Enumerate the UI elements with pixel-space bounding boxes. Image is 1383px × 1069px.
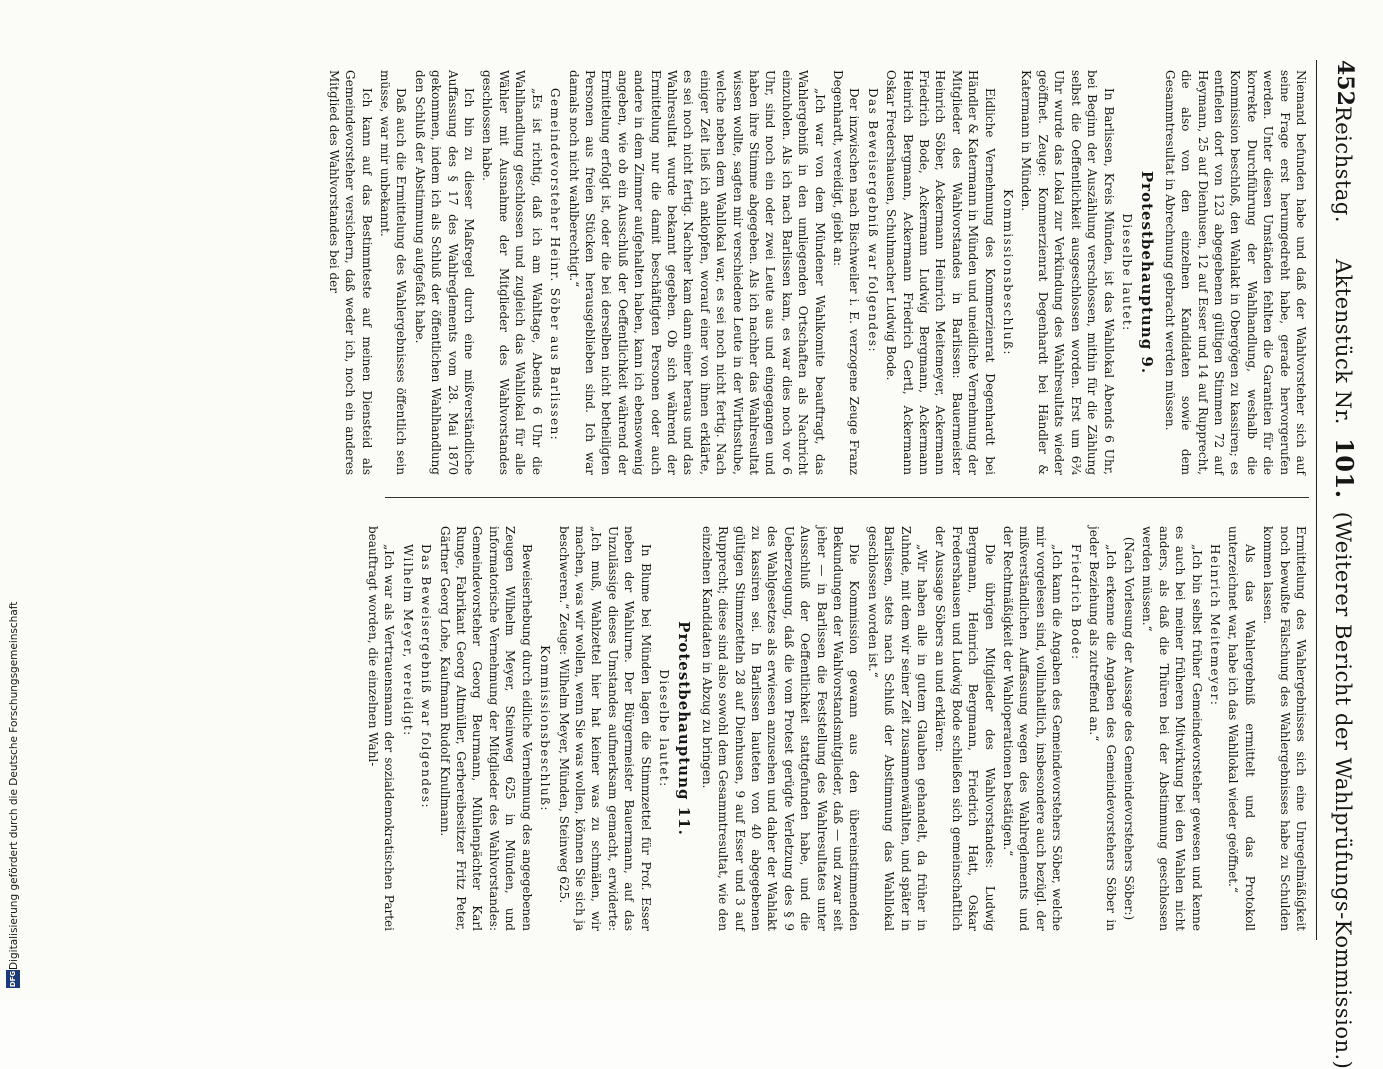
paragraph: Niemand befunden habe und daß der Wahlvorsteher sich auf seine Frage erst herumgedreht habe, gerade hervorgerufen werden. Unter diesen Umständen fehlten die Garantien für die korrekte Durchführung der Wahlhandlung, weshalb die Kommission beschloß, den Wahlakt in Obergögen zu kassiren; es entfielen dort von 123 abgegebenen gültigen Stimmen 72 auf Heymann, 25 auf Dienhusen, 12 auf Esser und 14 auf Rupprecht, die also von den einzelnen Kandidaten sowie dem Gesammtresultat in Abrechnung gebracht werden müssen. [1162,70,1308,475]
right-column [366,526,1309,931]
paragraph: Die übrigen Mitglieder des Wahlvorstandes: Ludwig Bergmann, Heinrich Bergmann, Friedrich Hatt, Oskar Fredershausen und Ludwig Bode schließen sich gemeinschaftlich der Aussage Söbers an und erklären: [933,526,997,931]
paragraph: Das Beweisergebniß war folgendes: [419,544,434,809]
paragraph: Ich kann auf das Bestimmteste auf meinen Diensteid als Gemeindevorsteher versichern, daß weder ich, noch ein anderes Mitglied des Wahlvorstandes bei der [326,70,374,475]
paragraph: Die Kommission gewann aus den übereinstimmenden Bekundungen der Wahlvorstandsmitglieder, daß — und zwar seit jeher — in Barlissen die Feststellung des Wahlresultates unter Ausschluß der Oeffentlichkeit stattgefunden habe, und die Ueberzeugung, daß die vom Protest gerügte Verletzung des § 9 des Wahlgesetzes als erwiesen anzusehen und daher der Wahlakt zu kassiren sei. In Barlissen lauteten von 40 abgegebenen gültigen Stimmzetteln 28 auf Dienhusen, 9 auf Esser und 3 auf Rupprecht; diese sind also sowohl dem Gesammtresultat, wie den einzelnen Kandidaten in Abzug zu bringen. [699,526,862,931]
document-label: Aktenstück Nr. [1331,258,1356,425]
paragraph: Gemeindevorsteher Heinr. Söber aus Barlissen: [548,88,563,442]
document-subtitle: (Weiterer Bericht der Wahlprüfungs-Kommission.) [1331,511,1356,1069]
paragraph: Ich bin zu dieser Maßregel durch eine mißverständliche Auffassung des § 17 des Wahlreglements vom 28. Mai 1870 gekommen, indem ich als Schluß der öffentlichen Wahlhandlung den Schluß der Abstimmung aufgefaßt habe. [412,70,477,475]
header-rule [1316,60,1317,940]
subheading: Kommissionsbeschluß: [538,645,553,812]
subheading: Dieselbe lautet: [656,669,671,788]
section-heading: Protestbehauptung 9. [1138,170,1157,375]
section-label: Reichstag. [1331,105,1356,224]
paragraph: „Ich kann die Angaben des Gemeindevorstehers Söber, welche mir vorgelesen sind, vollinhaltlich, insbesondere auch bezügl. der mißverständlichen Auffassung wegen des Wahlreglements und der Rechtmäßigkeit der Wahloperationen bestätigen.“ [1001,526,1065,931]
page-header [1321,60,1369,1069]
column-divider [385,497,1309,498]
subheading: Kommissionsbeschluß: [1001,189,1016,356]
paragraph: Heinrich Meitemeyer: [1207,544,1222,707]
running-head [1331,106,1360,1069]
dfg-logo: DFG [6,970,20,988]
paragraph: „Wir haben alle in gutem Glauben gehandelt, da früher in Zuhnde, mit dem wir seiner Zeit zusammenwählten, und später in Barlissen, stets nach Schluß der Abstimmung das Wahllokal geschlossen worden ist.“ [865,526,930,931]
paragraph: In Blume bei Münden lagen die Stimmzettel für Prof. Esser neben der Wahlurne. Der Bürgermeister Bauermann, auf das Unzulässige dieses Umstandes aufmerksam gemacht, erwiderte: „Ich muß, Wahlzettel hier hat keiner was zu schmälen, wir machen, was wir wollen, wenn Sie was wollen, können Sie sich ja beschweren.“ Zeuge: Wilhelm Meyer, Münden, Steinweg 625. [556,526,653,931]
page-number: 452 [1332,60,1358,106]
paragraph: „Es ist richtig, daß ich am Wahltage, Abends 6 Uhr die Wahlhandlung geschlossen und zugleich das Wahllokal für alle Wähler mit Ausnahme der Mitglieder des Wahlvorstandes geschlossen habe. [480,70,544,475]
digitization-credit: Digitalisierung gefördert durch die Deutsche Forschungsgemeinschaft [8,601,20,970]
paragraph: (Nach Vorlesung der Aussage des Gemeindevorstehers Söber:) [1121,536,1136,921]
paragraph: Das Beweisergebniß war folgendes: [865,88,880,353]
paragraph: Ermittelung des Wahlergebnisses sich eine Unregelmäßigkeit noch bewußte Fälschung des Wahlergebnisses habe zu Schulden kommen lassen. [1261,526,1308,931]
paragraph: Friedrich Bode: [1068,544,1083,661]
paragraph: In Barlissen, Kreis Münden, ist das Wahllokal Abends 6 Uhr, bei Beginn der Auszählung verschlossen, mithin für die Zählung selbst die Oeffentlichkeit ausgeschlossen worden. Erst um 6¾ Uhr wurde das Lokal zur Verkündung des Wahlresultats wieder geöffnet. Zeuge: Kommerzienrat Degenhardt bei Händler & Katermann in Münden. [1019,70,1116,475]
paragraph: „Ich erkenne die Angaben des Gemeindevorstehers Söber in jeder Beziehung als zutreffend an.“ [1087,526,1118,931]
paragraph: Eidliche Vernehmung des Kommerzienrat Degenhardt bei Händler & Katermann in Münden und uneidliche Vernehmung der Mitglieder des Wahlvorstandes in Barlissen: Bauermeister Heinrich Söber, Ackermann Heinrich Meitemeyer, Ackermann Friedrich Bode, Ackermann Ludwig Bergmann, Ackermann Heinrich Bergmann, Ackermann Friedrich Gertl, Ackermann Oskar Fredershausen, Schuhmacher Ludwig Bode. [884,70,997,475]
section-heading: Protestbehauptung 11. [675,621,694,836]
paragraph: Wilhelm Meyer, vereidigt: [400,544,415,737]
left-column [326,70,1309,475]
document-number: 101. [1330,438,1360,499]
paragraph: „Ich war von dem Mündener Wahlkomite beauftragt, das Wahlergebniß in den umliegenden Ortschaften als Nachricht einzuholen. Als ich nach Barlissen kam, es war dies noch vor 6 Uhr, sind noch ein oder zwei Leute aus und eingegangen und haben ihre Stimme abgegeben. Als ich nachher das Wahlresultat wissen wollte, sagten mir verschiedene Leute in der Wirthsstube, welche neben dem Wahllokal war, es sei noch nicht fertig. Nach einiger Zeit ließ ich anklopfen, worauf einer von ihnen erklärte, es sei noch nicht fertig. Nachher kam dann einer heraus und das Wahlresultat wurde bekannt gegeben. Ob sich während der Ermittelung nur die damit beschäftigten Personen oder auch andere in dem Zimmer aufgehalten haben, kann ich ebensowenig angeben, wie ob ein Ausschluß der Oeffentlichkeit während der Ermittelung erfolgt ist, oder die bei derselben nicht betheiligten Personen aus freien Stücken herausgeblieben sind. Ich war damals noch nicht wahlberechtigt.“ [566,70,827,475]
paragraph: Beweiserhebung durch eidliche Vernehmung des angegebenen Zeugen Wilhelm Meyer, Steinweg 625 in Münden, und informatorische Vernehmung der Mitglieder des Wahlvorstandes: Gemeindevorsteher Georg Beurmann, Mühlenpächter Karl Runge, Fabrikant Georg Altmüller, Gerbereibesitzer Fritz Peter, Gärtner Georg Lohe, Kaufmann Rudolf Knullmann. [437,526,534,931]
paragraph: Daß auch die Ermittelung des Wahlergebnisses öffentlich sein müsse, war mir unbekannt. [378,70,409,475]
subheading: Dieselbe lautet: [1119,213,1134,332]
paragraph: Der inzwischen nach Bischweiler i. E. verzogene Zeuge Franz Degenhardt, vereidigt, giebt an: [831,70,862,475]
paragraph: Als das Wahlergebniß ermittelt und das Protokoll unterzeichnet war, habe ich das Wahllokal wieder geöffnet.“ [1226,526,1257,931]
paragraph: „Ich bin selbst früher Gemeindevorsteher gewesen und kenne es auch bei meiner früheren Mitwirkung bei den Wahlen nicht anders, als daß die Thüren bei der Abstimmung geschlossen werden müssen.“ [1140,526,1204,931]
paragraph: „Ich war als Vertrauensmann der sozialdemokratischen Partei beauftragt worden, die einzelnen Wahl- [366,526,397,931]
